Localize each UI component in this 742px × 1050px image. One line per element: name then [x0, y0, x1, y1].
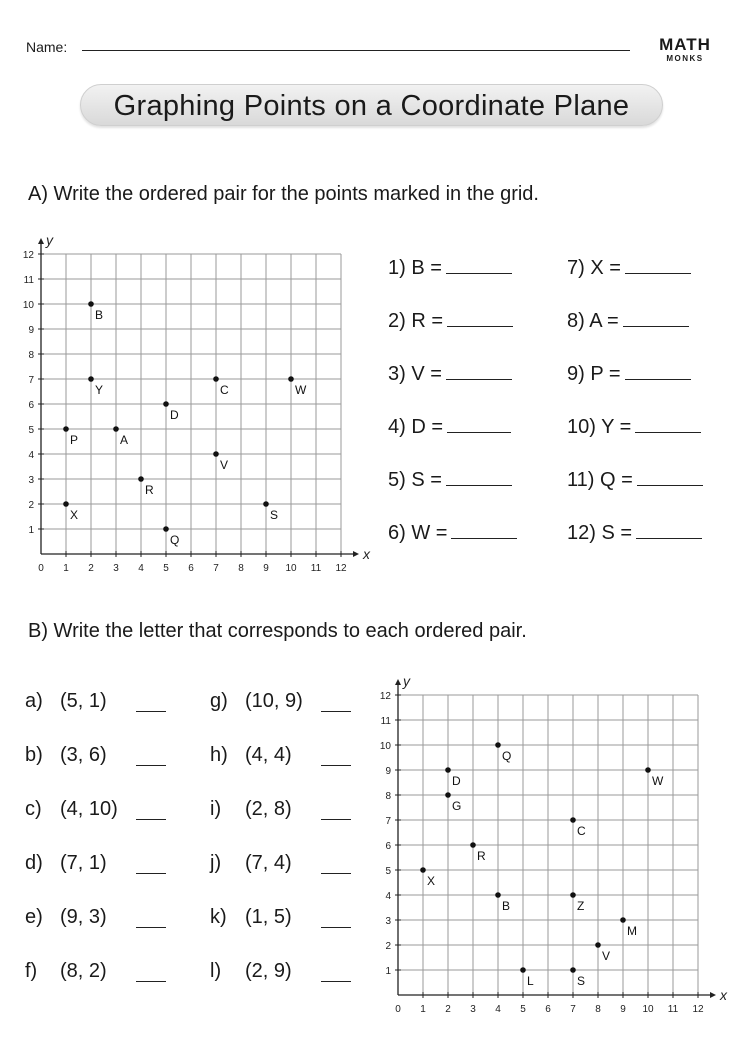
- logo-sub-text: MONKS: [666, 54, 704, 63]
- grid-a-x-arrow-icon: [353, 551, 359, 557]
- question-8: [567, 308, 689, 333]
- grid-b-x-tick-label: 12: [692, 1004, 704, 1015]
- letter-answer-blank[interactable]: [136, 873, 166, 874]
- grid-a-y-tick-label: 2: [28, 500, 34, 511]
- grid-a-x-tick-label: 12: [335, 563, 347, 574]
- grid-b-y-tick-label: 2: [385, 941, 391, 952]
- grid-b-point-l: [520, 967, 526, 973]
- ordered-pair: (7, 1): [60, 852, 107, 874]
- grid-b-y-tick-label: 6: [385, 841, 391, 852]
- question-text: 3) V =: [388, 363, 442, 385]
- question-text: 10) Y =: [567, 416, 632, 438]
- grid-a-y-tick-label: 12: [22, 250, 34, 261]
- grid-b-point-label: G: [452, 799, 462, 813]
- question-text: 1) B =: [388, 257, 442, 279]
- answer-blank[interactable]: [635, 414, 701, 433]
- grid-a-point-c: [213, 376, 219, 382]
- grid-b-point-z: [570, 892, 576, 898]
- question-3: [388, 361, 512, 386]
- grid-a-x-tick-label: 4: [138, 563, 144, 574]
- grid-b-x-tick-label: 11: [667, 1004, 679, 1015]
- grid-a-point-label: A: [120, 433, 129, 447]
- grid-b-x-arrow-icon: [710, 992, 716, 998]
- letter-answer-blank[interactable]: [136, 981, 166, 982]
- answer-blank[interactable]: [636, 520, 702, 539]
- part-a-coordinate-grid: [0, 228, 380, 578]
- grid-b-point-m: [620, 917, 626, 923]
- grid-a-point-r: [138, 476, 144, 482]
- answer-blank[interactable]: [447, 414, 511, 433]
- grid-b-point-label: V: [602, 949, 611, 963]
- part-a-instruction: A) Write the ordered pair for the points marked in the grid.: [28, 183, 539, 205]
- answer-blank[interactable]: [446, 467, 512, 486]
- grid-b-point-label: R: [477, 849, 486, 863]
- grid-b-x-tick-label: 1: [420, 1004, 426, 1015]
- pair-label: e): [25, 906, 43, 928]
- grid-b-y-tick-label: 8: [385, 791, 391, 802]
- answer-blank[interactable]: [446, 255, 512, 274]
- grid-b-y-tick-label: 5: [385, 866, 391, 877]
- grid-b-point-s: [570, 967, 576, 973]
- grid-a-point-label: R: [145, 483, 154, 497]
- grid-a-x-tick-label: 3: [113, 563, 119, 574]
- grid-b-y-tick-label: 9: [385, 766, 391, 777]
- ordered-pair: (2, 8): [245, 798, 292, 820]
- question-text: 11) Q =: [567, 469, 633, 491]
- grid-a-y-axis-label: y: [46, 232, 53, 248]
- pair-label: i): [210, 798, 222, 820]
- grid-a-y-tick-label: 4: [28, 450, 34, 461]
- name-field[interactable]: [82, 50, 630, 51]
- grid-b-point-label: D: [452, 774, 461, 788]
- grid-b-point-label: X: [427, 874, 436, 888]
- ordered-pair: (1, 5): [245, 906, 292, 928]
- answer-blank[interactable]: [625, 361, 691, 380]
- grid-a-x-axis-label: x: [363, 546, 370, 562]
- grid-b-point-label: S: [577, 974, 586, 988]
- grid-a-x-tick-label: 6: [188, 563, 194, 574]
- grid-a-y-tick-label: 1: [28, 525, 34, 536]
- grid-a-y-tick-label: 7: [28, 375, 34, 386]
- grid-b-point-label: M: [627, 924, 637, 938]
- grid-b-x-tick-label: 3: [470, 1004, 476, 1015]
- grid-a-point-label: B: [95, 308, 104, 322]
- ordered-pair: (8, 2): [60, 960, 107, 982]
- question-text: 6) W =: [388, 522, 448, 544]
- letter-answer-blank[interactable]: [136, 765, 166, 766]
- question-text: 8) A =: [567, 310, 619, 332]
- grid-b-point-label: Z: [577, 899, 585, 913]
- question-11: [567, 467, 703, 492]
- grid-a-point-s: [263, 501, 269, 507]
- grid-a-point-p: [63, 426, 69, 432]
- pair-label: f): [25, 960, 38, 982]
- question-9: [567, 361, 691, 386]
- grid-a-point-b: [88, 301, 94, 307]
- grid-a-point-q: [163, 526, 169, 532]
- grid-b-point-label: W: [652, 774, 664, 788]
- grid-a-point-y: [88, 376, 94, 382]
- grid-b-point-g: [445, 792, 451, 798]
- grid-a-y-tick-label: 5: [28, 425, 34, 436]
- grid-a-y-arrow-icon: [38, 238, 44, 244]
- question-6: [388, 520, 517, 545]
- grid-a-y-tick-label: 9: [28, 325, 34, 336]
- pair-label: d): [25, 852, 43, 874]
- letter-answer-blank[interactable]: [321, 765, 351, 766]
- grid-b-y-tick-label: 11: [380, 716, 391, 727]
- pair-label: c): [25, 798, 42, 820]
- question-12: [567, 520, 702, 545]
- ordered-pair: (7, 4): [245, 852, 292, 874]
- grid-b-y-tick-label: 12: [379, 691, 391, 702]
- grid-b-point-b: [495, 892, 501, 898]
- grid-b-x-tick-label: 7: [570, 1004, 576, 1015]
- letter-answer-blank[interactable]: [321, 927, 351, 928]
- answer-blank[interactable]: [451, 520, 517, 539]
- question-10: [567, 414, 701, 439]
- grid-a-point-a: [113, 426, 119, 432]
- logo-main-text: MATH: [659, 35, 711, 54]
- grid-b-x-tick-label: 5: [520, 1004, 526, 1015]
- name-label: Name:: [26, 39, 68, 55]
- question-text: 12) S =: [567, 522, 633, 544]
- question-text: 9) P =: [567, 363, 621, 385]
- pair-label: a): [25, 690, 43, 712]
- grid-b-y-tick-label: 4: [385, 891, 391, 902]
- grid-b-x-tick-label: 2: [445, 1004, 451, 1015]
- pair-label: h): [210, 744, 228, 766]
- math-monks-logo: [654, 36, 716, 64]
- grid-a-x-tick-label: 9: [263, 563, 269, 574]
- grid-b-x-tick-label: 0: [395, 1004, 401, 1015]
- grid-b-x-tick-label: 8: [595, 1004, 601, 1015]
- grid-b-x-tick-label: 10: [642, 1004, 654, 1015]
- grid-b-x-tick-label: 6: [545, 1004, 551, 1015]
- grid-a-x-tick-label: 7: [213, 563, 219, 574]
- grid-b-point-q: [495, 742, 501, 748]
- letter-answer-blank[interactable]: [321, 873, 351, 874]
- grid-a-y-tick-label: 6: [28, 400, 34, 411]
- grid-a-y-tick-label: 3: [28, 475, 34, 486]
- grid-a-x-tick-label: 0: [38, 563, 44, 574]
- grid-b-point-w: [645, 767, 651, 773]
- grid-b-y-arrow-icon: [395, 679, 401, 685]
- grid-b-point-r: [470, 842, 476, 848]
- grid-a-y-tick-label: 11: [23, 275, 34, 286]
- ordered-pair: (4, 10): [60, 798, 118, 820]
- page-title: Graphing Points on a Coordinate Plane: [80, 84, 663, 126]
- grid-a-point-label: Q: [170, 533, 180, 547]
- answer-blank[interactable]: [637, 467, 703, 486]
- grid-a-point-label: P: [70, 433, 79, 447]
- grid-a-x-tick-label: 10: [285, 563, 297, 574]
- grid-b-y-tick-label: 1: [385, 966, 391, 977]
- grid-a-point-label: V: [220, 458, 229, 472]
- pair-label: l): [210, 960, 222, 982]
- grid-a-point-x: [63, 501, 69, 507]
- grid-a-point-v: [213, 451, 219, 457]
- letter-answer-blank[interactable]: [321, 819, 351, 820]
- answer-blank[interactable]: [446, 361, 512, 380]
- answer-blank[interactable]: [625, 255, 691, 274]
- letter-answer-blank[interactable]: [321, 711, 351, 712]
- grid-a-point-label: D: [170, 408, 179, 422]
- grid-b-point-c: [570, 817, 576, 823]
- grid-a-point-label: C: [220, 383, 229, 397]
- grid-b-y-axis-label: y: [403, 673, 410, 689]
- question-text: 5) S =: [388, 469, 442, 491]
- question-7: [567, 255, 691, 280]
- grid-a-point-w: [288, 376, 294, 382]
- grid-a-y-tick-label: 8: [28, 350, 34, 361]
- grid-b-point-v: [595, 942, 601, 948]
- answer-blank[interactable]: [447, 308, 513, 327]
- grid-a-x-tick-label: 1: [63, 563, 69, 574]
- question-5: [388, 467, 512, 492]
- ordered-pair: (5, 1): [60, 690, 107, 712]
- letter-answer-blank[interactable]: [136, 711, 166, 712]
- grid-a-x-tick-label: 8: [238, 563, 244, 574]
- ordered-pair: (3, 6): [60, 744, 107, 766]
- pair-label: j): [210, 852, 222, 874]
- pair-label: k): [210, 906, 227, 928]
- question-4: [388, 414, 511, 439]
- answer-blank[interactable]: [623, 308, 689, 327]
- grid-b-point-label: C: [577, 824, 586, 838]
- letter-answer-blank[interactable]: [136, 819, 166, 820]
- question-1: [388, 255, 512, 280]
- grid-a-point-label: Y: [95, 383, 104, 397]
- letter-answer-blank[interactable]: [321, 981, 351, 982]
- grid-b-point-x: [420, 867, 426, 873]
- grid-b-x-tick-label: 9: [620, 1004, 626, 1015]
- question-2: [388, 308, 513, 333]
- grid-b-x-axis-label: x: [720, 987, 727, 1003]
- question-text: 2) R =: [388, 310, 444, 332]
- question-text: 4) D =: [388, 416, 444, 438]
- grid-a-point-label: X: [70, 508, 79, 522]
- grid-a-x-tick-label: 11: [310, 563, 322, 574]
- grid-b-point-label: B: [502, 899, 511, 913]
- ordered-pair: (9, 3): [60, 906, 107, 928]
- grid-b-point-d: [445, 767, 451, 773]
- part-b-instruction: B) Write the letter that corresponds to each ordered pair.: [28, 620, 527, 642]
- pair-label: g): [210, 690, 228, 712]
- ordered-pair: (4, 4): [245, 744, 292, 766]
- ordered-pair: (2, 9): [245, 960, 292, 982]
- pair-label: b): [25, 744, 43, 766]
- letter-answer-blank[interactable]: [136, 927, 166, 928]
- grid-b-x-tick-label: 4: [495, 1004, 501, 1015]
- grid-b-point-label: L: [527, 974, 534, 988]
- grid-a-point-label: W: [295, 383, 307, 397]
- grid-b-point-label: Q: [502, 749, 512, 763]
- ordered-pair: (10, 9): [245, 690, 303, 712]
- question-text: 7) X =: [567, 257, 621, 279]
- grid-a-point-d: [163, 401, 169, 407]
- grid-a-y-tick-label: 10: [22, 300, 34, 311]
- grid-b-y-tick-label: 7: [385, 816, 391, 827]
- grid-a-x-tick-label: 5: [163, 563, 169, 574]
- grid-a-point-label: S: [270, 508, 279, 522]
- grid-a-x-tick-label: 2: [88, 563, 94, 574]
- grid-b-y-tick-label: 10: [379, 741, 391, 752]
- part-b-coordinate-grid: [360, 672, 742, 1022]
- grid-b-y-tick-label: 3: [385, 916, 391, 927]
